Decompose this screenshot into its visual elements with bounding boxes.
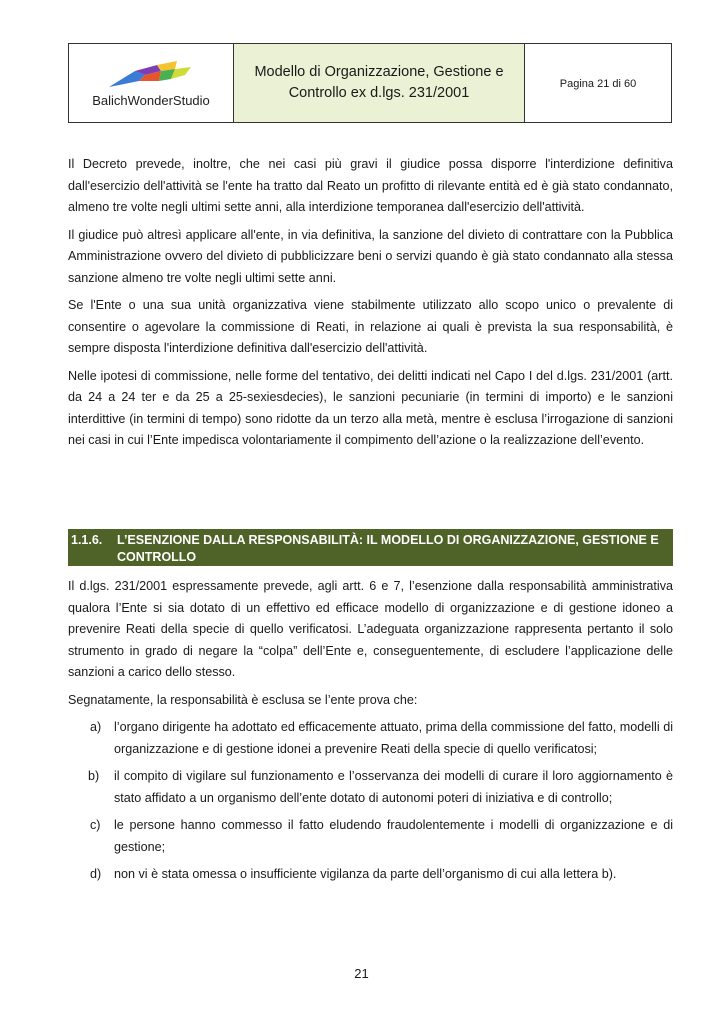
section-number: 1.1.6. bbox=[71, 533, 103, 547]
page-indicator: Pagina 21 di 60 bbox=[559, 78, 637, 90]
list-item bbox=[68, 864, 673, 886]
list-text: l’organo dirigente ha adottato ed efficacemente attuato, prima della commissione del fatto, modelli di organizzazione e di gestione idonei a prevenire Reati della specie di quello verificatosi; bbox=[114, 720, 673, 756]
list-text: non vi è stata omessa o insufficiente vigilanza da parte dell’organismo di cui alla lettera b). bbox=[114, 867, 617, 881]
document-header bbox=[68, 43, 672, 123]
list-marker: b) bbox=[88, 769, 100, 783]
header-title: Modello di Organizzazione, Gestione e Controllo ex d.lgs. 231/2001 bbox=[234, 44, 525, 122]
list-marker: a) bbox=[90, 720, 102, 734]
list-item bbox=[68, 717, 673, 760]
logo-text: BalichWonderStudio bbox=[92, 92, 210, 108]
section-text bbox=[68, 576, 673, 886]
intro-text bbox=[68, 154, 673, 452]
section-title: L’ESENZIONE DALLA RESPONSABILITÀ: IL MODELLO DI ORGANIZZAZIONE, GESTIONE E CONTROLLO bbox=[117, 533, 659, 564]
list-item bbox=[68, 766, 673, 809]
list-text: le persone hanno commesso il fatto eludendo fraudolentemente i modelli di organizzazione e di gestione; bbox=[114, 818, 673, 854]
logo bbox=[69, 44, 234, 122]
paragraph: Il d.lgs. 231/2001 espressamente prevede, agli artt. 6 e 7, l’esenzione dalla responsabilità amministrativa qualora l’Ente si sia dotato di un effettivo ed efficace modello di organizzazione e di gestione idoneo a prevenire Reati della specie di quello verificatosi. L’adeguata organizzazione rappresenta pertanto il solo strumento in grado di negare la “colpa” dell’Ente e, conseguentemente, di escludere l’applicazione delle sanzioni a carico dello stesso. bbox=[68, 579, 673, 679]
list-item bbox=[68, 815, 673, 858]
paragraph: Il Decreto prevede, inoltre, che nei casi più gravi il giudice possa disporre l'interdizione definitiva dall'esercizio dell'attività se l'ente ha tratto dal Reato un profitto di rilevante entità ed è già stato condannato, almeno tre volte negli ultimi sette anni, alla interdizione temporanea dall'esercizio dell'attività. bbox=[68, 157, 673, 214]
list-text: il compito di vigilare sul funzionamento e l’osservanza dei modelli di curare il loro aggiornamento è stato affidato a un organismo dell’ente dotato di autonomi poteri di iniziativa e di controllo; bbox=[114, 769, 673, 805]
paragraph: Se l'Ente o una sua unità organizzativa viene stabilmente utilizzato allo scopo unico o prevalente di consentire o agevolare la commissione di Reati, in relazione ai quali è prevista la sua responsabilità, è sempre disposta l'interdizione definitiva dall'esercizio dell'attività. bbox=[68, 298, 673, 355]
paragraph: Nelle ipotesi di commissione, nelle forme del tentativo, dei delitti indicati nel Capo I del d.lgs. 231/2001 (artt. da 24 a 24 ter e da 25 a 25-sexiesdecies), le sanzioni pecuniarie (in termini di importo) e le sanzioni interdittive (in termini di tempo) sono ridotte da un terzo alla metà, mentre è esclusa l’irrogazione di sanzioni nei casi in cui l’Ente impedisca volontariamente il compimento dell’azione o la realizzazione dell’evento. bbox=[68, 368, 673, 447]
paragraph: Il giudice può altresì applicare all'ente, in via definitiva, la sanzione del divieto di contrattare con la Pubblica Amministrazione ovvero del divieto di pubblicizzare beni o servizi quando è già stato condannato alla stessa sanzione almeno tre volte negli ultimi sette anni. bbox=[68, 227, 673, 285]
page-number: 21 bbox=[354, 966, 369, 981]
list-marker: d) bbox=[90, 867, 102, 881]
conditions-list bbox=[68, 717, 673, 886]
list-marker: c) bbox=[90, 818, 101, 832]
logo-graphic-icon bbox=[105, 59, 197, 91]
paragraph: Segnatamente, la responsabilità è esclusa se l’ente prova che: bbox=[68, 692, 418, 707]
section-heading bbox=[68, 529, 673, 566]
